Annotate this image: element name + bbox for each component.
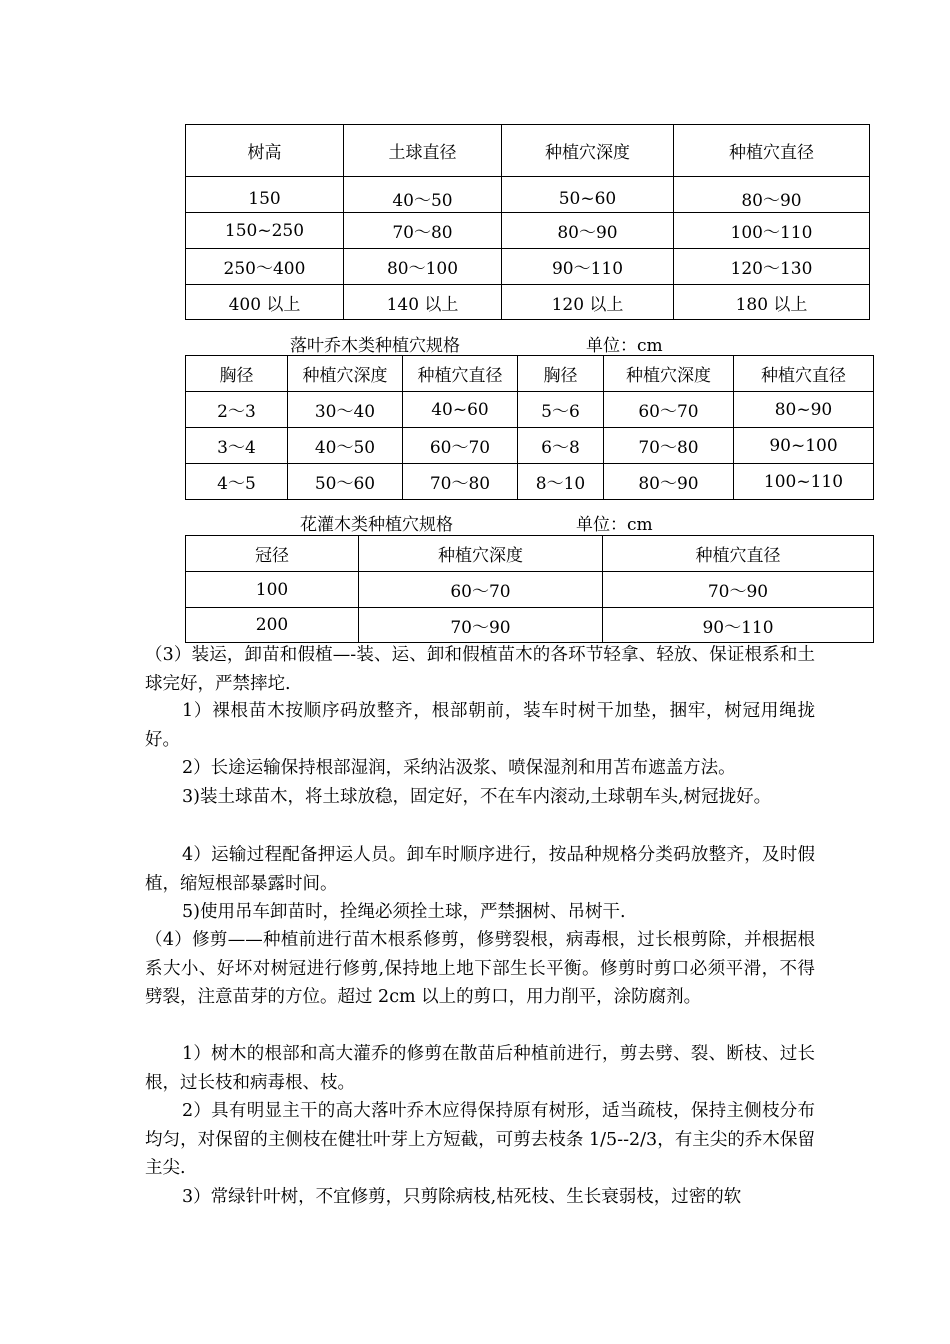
header-cell: 种植穴直径 bbox=[674, 125, 870, 177]
table-cell: 400 以上 bbox=[186, 285, 344, 320]
header-cell: 胸径 bbox=[518, 356, 604, 392]
paragraph-item: 3)装土球苗木，将土球放稳，固定好，不在车内滚动,土球朝车头,树冠拢好。 bbox=[182, 787, 772, 807]
table-row bbox=[186, 285, 870, 320]
table-cell: 40~60 bbox=[403, 392, 518, 428]
paragraph-item: 2）长途运输保持根部湿润，采纳沾汲浆、喷保湿剂和用苫布遮盖方法。 bbox=[182, 758, 736, 778]
header-cell: 胸径 bbox=[186, 356, 288, 392]
paragraph-item: 1）裸根苗木按顺序码放整齐，根部朝前，装车时树干加垫，捆牢，树冠用绳拢好。 bbox=[145, 701, 815, 750]
table-cell: 180 以上 bbox=[674, 285, 870, 320]
paragraph-section-4: （4）修剪——种植前进行苗木根系修剪，修劈裂根，病毒根，过长根剪除，并根据根系大小、好坏对树冠进行修剪,保持地上地下部生长平衡。修剪时剪口必须平滑，不得劈裂，注意苗芽的方位。超过 2cm 以上的剪口，用力削平，涂防腐剂。 bbox=[145, 930, 815, 1007]
table-row bbox=[186, 428, 874, 464]
header-cell: 土球直径 bbox=[344, 125, 502, 177]
table-cell: 4～5 bbox=[186, 464, 288, 500]
table-row bbox=[186, 177, 870, 213]
table-cell: 80～100 bbox=[344, 249, 502, 285]
table-cell: 200 bbox=[186, 608, 359, 643]
header-cell: 种植穴直径 bbox=[403, 356, 518, 392]
paragraph-item: 5)使用吊车卸苗时，拴绳必须拴土球，严禁捆树、吊树干. bbox=[182, 902, 626, 922]
table3-caption bbox=[300, 510, 653, 535]
table-cell: 150 bbox=[186, 177, 344, 213]
header-cell: 种植穴直径 bbox=[603, 536, 874, 572]
table-cell: 100~110 bbox=[734, 464, 874, 500]
table-cell: 30～40 bbox=[288, 392, 403, 428]
table3-unit: 单位：cm bbox=[576, 515, 653, 535]
table-cell: 3～4 bbox=[186, 428, 288, 464]
table-cell: 80～90 bbox=[502, 213, 674, 249]
header-cell: 树高 bbox=[186, 125, 344, 177]
table-cell: 40～50 bbox=[344, 177, 502, 213]
header-cell: 冠径 bbox=[186, 536, 359, 572]
header-cell: 种植穴直径 bbox=[734, 356, 874, 392]
header-cell: 种植穴深度 bbox=[604, 356, 734, 392]
table-row bbox=[186, 572, 874, 608]
table-cell: 80～90 bbox=[604, 464, 734, 500]
table-cell: 2～3 bbox=[186, 392, 288, 428]
table-cell: 120 以上 bbox=[502, 285, 674, 320]
table-cell: 70～80 bbox=[344, 213, 502, 249]
planting-hole-table-shrub bbox=[185, 535, 874, 643]
planting-hole-table-height bbox=[185, 124, 870, 320]
paragraph-item: 3）常绿针叶树，不宜修剪，只剪除病枝,枯死枝、生长衰弱枝，过密的软 bbox=[182, 1187, 742, 1207]
table-cell: 50～60 bbox=[288, 464, 403, 500]
table-row bbox=[186, 392, 874, 428]
table-cell: 60～70 bbox=[604, 392, 734, 428]
table-cell: 120～130 bbox=[674, 249, 870, 285]
table-header-row bbox=[186, 125, 870, 177]
table-cell: 80~90 bbox=[734, 392, 874, 428]
paragraph-item: 2）具有明显主干的高大落叶乔木应得保持原有树形，适当疏枝，保持主侧枝分布均匀，对保留的主侧枝在健壮叶芽上方短截，可剪去枝条 1/5--2/3，有主尖的乔木保留主尖. bbox=[145, 1101, 815, 1178]
table-row bbox=[186, 213, 870, 249]
header-cell: 种植穴深度 bbox=[359, 536, 603, 572]
table-cell: 60～70 bbox=[403, 428, 518, 464]
table-cell: 70～80 bbox=[403, 464, 518, 500]
table2-unit: 单位：cm bbox=[586, 336, 663, 356]
table-header-row bbox=[186, 536, 874, 572]
table-cell: 250～400 bbox=[186, 249, 344, 285]
table-cell: 6～8 bbox=[518, 428, 604, 464]
table-cell: 70～90 bbox=[603, 572, 874, 608]
table2-caption bbox=[290, 331, 663, 356]
table-row bbox=[186, 249, 870, 285]
table-cell: 90～110 bbox=[603, 608, 874, 643]
table-cell: 40～50 bbox=[288, 428, 403, 464]
header-cell: 种植穴深度 bbox=[502, 125, 674, 177]
table-row bbox=[186, 608, 874, 643]
table-cell: 90~100 bbox=[734, 428, 874, 464]
table3-title: 花灌木类种植穴规格 bbox=[300, 515, 453, 535]
table-cell: 80～90 bbox=[674, 177, 870, 213]
table-cell: 90～110 bbox=[502, 249, 674, 285]
paragraph-item: 1）树木的根部和高大灌乔的修剪在散苗后种植前进行，剪去劈、裂、断枝、过长根，过长枝和病毒根、枝。 bbox=[145, 1044, 815, 1093]
paragraph-item: 4）运输过程配备押运人员。卸车时顺序进行，按品种规格分类码放整齐，及时假植，缩短根部暴露时间。 bbox=[145, 845, 815, 894]
table-cell: 100 bbox=[186, 572, 359, 608]
table-cell: 140 以上 bbox=[344, 285, 502, 320]
paragraph-section-3: （3）装运，卸苗和假植—-装、运、卸和假植苗木的各环节轻拿、轻放、保证根系和土球完好，严禁摔坨. bbox=[145, 645, 815, 694]
table-cell: 5～6 bbox=[518, 392, 604, 428]
table-row bbox=[186, 464, 874, 500]
table-cell: 50~60 bbox=[502, 177, 674, 213]
planting-hole-table-deciduous bbox=[185, 355, 874, 500]
table-header-row bbox=[186, 356, 874, 392]
table-cell: 100～110 bbox=[674, 213, 870, 249]
table-cell: 70～80 bbox=[604, 428, 734, 464]
table-cell: 8～10 bbox=[518, 464, 604, 500]
table-cell: 70～90 bbox=[359, 608, 603, 643]
header-cell: 种植穴深度 bbox=[288, 356, 403, 392]
table-cell: 60～70 bbox=[359, 572, 603, 608]
table-cell: 150~250 bbox=[186, 213, 344, 249]
table2-title: 落叶乔木类种植穴规格 bbox=[290, 336, 460, 356]
